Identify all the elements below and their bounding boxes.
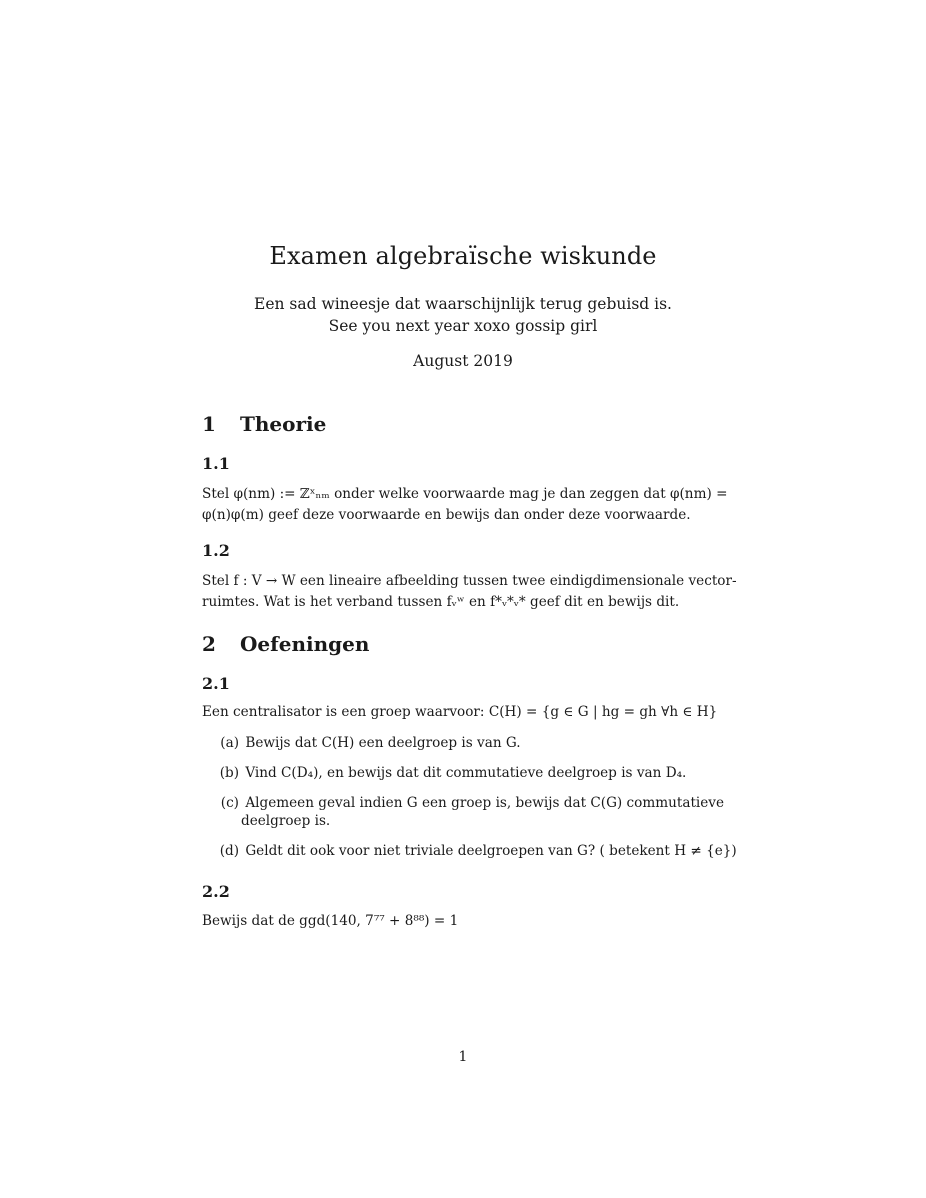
subsection-heading-2-1: 2.1 [202, 674, 230, 693]
paragraph-line: Stel φ(nm) := ℤˣₙₘ onder welke voorwaarde mag je dan zeggen dat φ(nm) = [202, 486, 728, 502]
paragraph-1-1 [202, 484, 728, 526]
subsection-heading-1-2: 1.2 [202, 541, 230, 560]
list-item-label: (b) [219, 765, 239, 781]
paragraph-2-1-intro [202, 702, 724, 723]
page-number: 1 [458, 1049, 468, 1065]
document-subtitle-line2: See you next year xoxo gossip girl [328, 317, 598, 335]
paragraph-line: φ(n)φ(m) geef deze voorwaarde en bewijs dan onder deze voorwaarde. [202, 507, 691, 523]
section-number: 2 [202, 632, 216, 656]
list-item-text: Bewijs dat C(H) een deelgroep is van G. [245, 735, 521, 751]
list-item [202, 841, 737, 861]
paragraph-line: Een centralisator is een groep waarvoor: C(H) = {g ∈ G | hg = gh ∀h ∈ H} [202, 704, 718, 720]
paragraph-1-2 [202, 571, 737, 613]
list-item [202, 763, 686, 783]
list-item-label: (d) [219, 843, 239, 859]
section-heading-theorie [202, 412, 326, 436]
document-subtitle-line1: Een sad wineesje dat waarschijnlijk terug gebuisd is. [254, 295, 672, 313]
paragraph-2-2 [202, 911, 724, 932]
document-title: Examen algebraïsche wiskunde [269, 242, 657, 270]
paragraph-line: Bewijs dat de ggd(140, 7⁷⁷ + 8⁸⁸) = 1 [202, 913, 459, 929]
list-item-continuation: deelgroep is. [241, 813, 331, 829]
section-title: Oefeningen [240, 632, 370, 656]
paragraph-line: ruimtes. Wat is het verband tussen fᵥʷ en f*ᵥ*ᵥ* geef dit en bewijs dit. [202, 594, 680, 610]
section-number: 1 [202, 412, 216, 436]
section-title: Theorie [240, 412, 327, 436]
document-date: August 2019 [413, 352, 513, 370]
list-item [202, 793, 724, 813]
subsection-heading-1-1: 1.1 [202, 454, 230, 473]
list-item-text: Vind C(D₄), en bewijs dat dit commutatieve deelgroep is van D₄. [245, 765, 687, 781]
subsection-heading-2-2: 2.2 [202, 882, 230, 901]
list-item-text: Algemeen geval indien G een groep is, bewijs dat C(G) commutatieve [245, 795, 725, 811]
paragraph-line: Stel f : V → W een lineaire afbeelding tussen twee eindigdimensionale vector- [202, 573, 737, 589]
list-item-text: Geldt dit ook voor niet triviale deelgroepen van G? ( betekent H ≠ {e}) [245, 843, 737, 859]
list-item-label: (a) [220, 735, 239, 751]
section-heading-oefeningen [202, 632, 369, 656]
list-item-label: (c) [220, 795, 239, 811]
list-item [202, 733, 521, 753]
